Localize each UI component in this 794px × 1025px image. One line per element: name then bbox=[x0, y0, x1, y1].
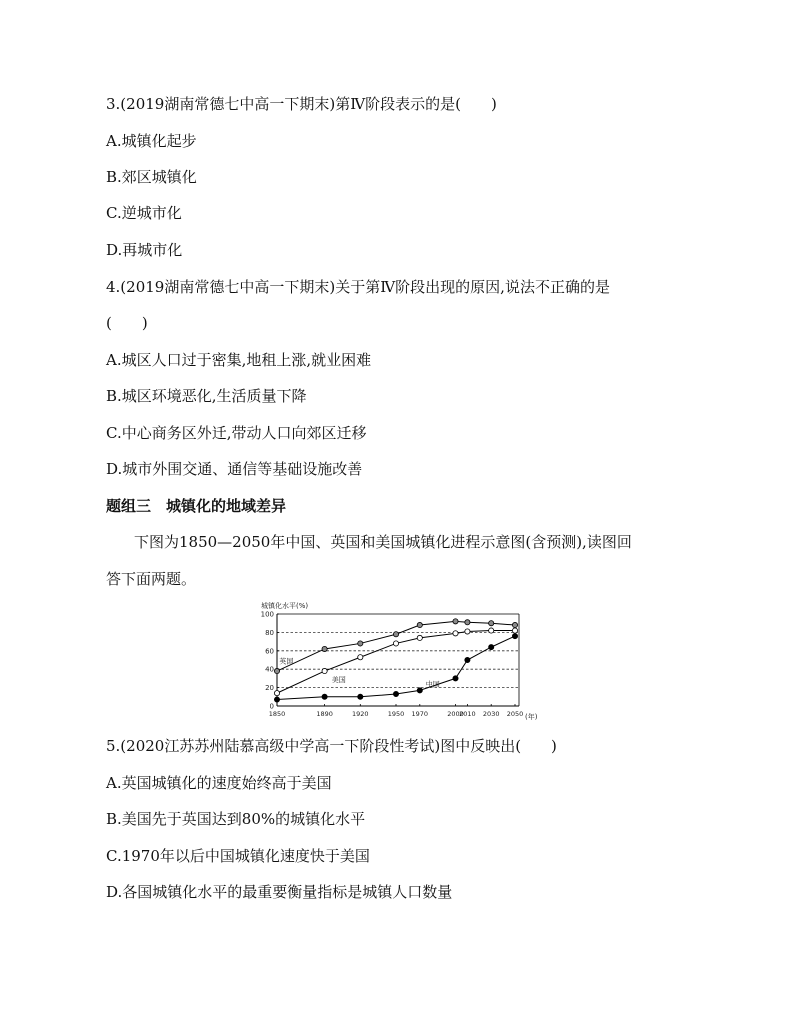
chart-grid bbox=[277, 632, 519, 687]
question-stem: 5.(2020江苏苏州陆慕高级中学高一下阶段性考试)图中反映出( ) bbox=[106, 737, 557, 755]
series-label: 中国 bbox=[425, 680, 440, 689]
data-point bbox=[393, 691, 398, 696]
option-c: C.1970年以后中国城镇化速度快于美国 bbox=[106, 847, 370, 865]
data-point bbox=[393, 641, 398, 646]
x-tick-label: 1850 bbox=[268, 710, 286, 718]
data-point bbox=[512, 628, 517, 633]
answer-blank: ( ) bbox=[106, 314, 148, 332]
data-point bbox=[274, 691, 279, 696]
data-point bbox=[453, 619, 458, 624]
data-point bbox=[453, 631, 458, 636]
option-a: A.城镇化起步 bbox=[106, 132, 197, 150]
option-b: B.美国先于英国达到80%的城镇化水平 bbox=[106, 810, 366, 828]
data-point bbox=[417, 635, 422, 640]
x-tick-label: 2030 bbox=[482, 710, 500, 718]
data-point bbox=[453, 676, 458, 681]
data-point bbox=[417, 622, 422, 627]
data-point bbox=[417, 688, 422, 693]
data-point bbox=[274, 668, 279, 673]
y-axis-label: 城镇化水平(%) bbox=[261, 602, 309, 610]
data-point bbox=[465, 629, 470, 634]
option-a: A.英国城镇化的速度始终高于美国 bbox=[106, 774, 332, 792]
x-tick-label: 1890 bbox=[316, 710, 333, 718]
y-tick-label: 0 bbox=[269, 702, 274, 711]
data-point bbox=[512, 633, 517, 638]
question-stem: 3.(2019湖南常德七中高一下期末)第Ⅳ阶段表示的是( ) bbox=[106, 95, 497, 113]
x-tick-label: 2050 bbox=[506, 710, 524, 718]
y-tick-label: 60 bbox=[265, 647, 274, 656]
y-tick-label: 40 bbox=[265, 665, 274, 674]
x-tick-label: 2000 bbox=[447, 710, 464, 718]
option-d: D.各国城镇化水平的最重要衡量指标是城镇人口数量 bbox=[106, 883, 453, 901]
data-point bbox=[465, 657, 470, 662]
question-stem: 4.(2019湖南常德七中高一下期末)关于第Ⅳ阶段出现的原因,说法不正确的是 bbox=[106, 278, 610, 296]
data-point bbox=[358, 641, 363, 646]
data-point bbox=[489, 645, 494, 650]
option-c: C.中心商务区外迁,带动人口向郊区迁移 bbox=[106, 424, 367, 442]
data-point bbox=[489, 621, 494, 626]
data-point bbox=[358, 655, 363, 660]
series-line bbox=[277, 631, 515, 694]
option-d: D.城市外围交通、通信等基础设施改善 bbox=[106, 460, 363, 478]
x-tick-label: 1970 bbox=[411, 710, 429, 718]
series-label: 美国 bbox=[331, 676, 346, 685]
chart-series bbox=[274, 619, 517, 702]
x-tick-label: 1920 bbox=[352, 710, 369, 718]
y-tick-label: 80 bbox=[265, 628, 274, 637]
data-point bbox=[322, 646, 327, 651]
option-a: A.城区人口过于密集,地租上涨,就业困难 bbox=[106, 351, 372, 369]
intro-text-continued: 答下面两题。 bbox=[106, 570, 197, 588]
data-point bbox=[322, 694, 327, 699]
x-tick-label: 2010 bbox=[459, 710, 476, 718]
data-point bbox=[274, 697, 279, 702]
option-d: D.再城市化 bbox=[106, 241, 183, 259]
data-point bbox=[512, 622, 517, 627]
option-b: B.郊区城镇化 bbox=[106, 168, 197, 186]
option-c: C.逆城市化 bbox=[106, 204, 182, 222]
option-b: B.城区环境恶化,生活质量下降 bbox=[106, 387, 307, 405]
data-point bbox=[358, 694, 363, 699]
data-point bbox=[393, 632, 398, 637]
urbanization-chart bbox=[255, 600, 545, 725]
intro-text: 下图为1850—2050年中国、英国和美国城镇化进程示意图(含预测),读图回 bbox=[134, 533, 632, 551]
x-tick-label: 1950 bbox=[387, 710, 405, 718]
y-tick-label: 100 bbox=[260, 610, 274, 619]
data-point bbox=[489, 628, 494, 633]
data-point bbox=[322, 668, 327, 673]
y-tick-label: 20 bbox=[265, 684, 274, 693]
x-axis-unit: (年) bbox=[525, 713, 538, 721]
section-heading: 题组三 城镇化的地域差异 bbox=[106, 497, 287, 515]
data-point bbox=[465, 620, 470, 625]
series-label: 英国 bbox=[279, 657, 294, 666]
chart-axes bbox=[261, 611, 524, 719]
